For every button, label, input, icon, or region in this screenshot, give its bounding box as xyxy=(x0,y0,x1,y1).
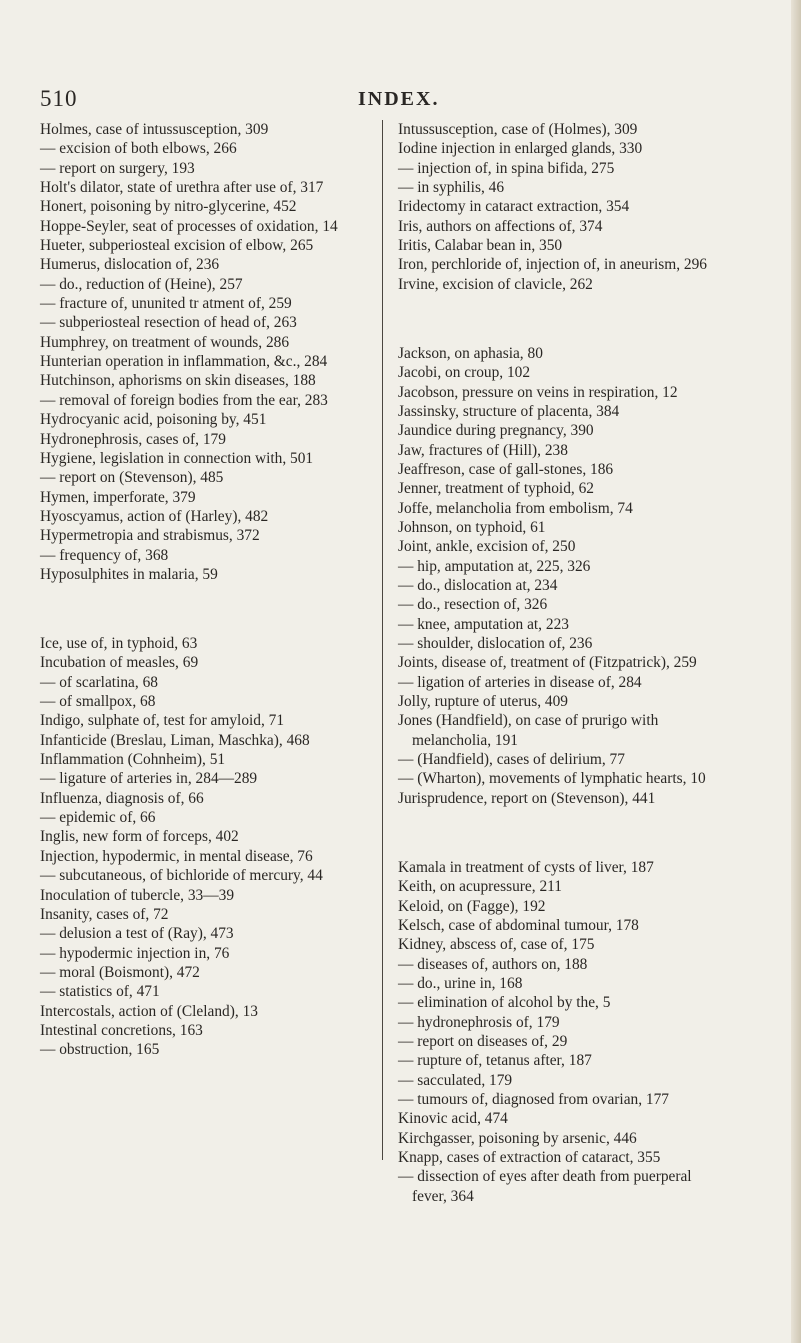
index-entry: Jaundice during pregnancy, 390 xyxy=(398,422,594,440)
index-entry: — epidemic of, 66 xyxy=(40,809,156,827)
index-entry: Indigo, sulphate of, test for amyloid, 71 xyxy=(40,712,285,730)
section-gap xyxy=(40,600,370,619)
index-column-right xyxy=(398,120,728,1206)
page-header xyxy=(40,86,740,114)
section-gap xyxy=(398,824,728,843)
index-entry: — report on (Stevenson), 485 xyxy=(40,469,224,487)
index-entry: Jacobi, on croup, 102 xyxy=(398,364,531,382)
index-entry: Intussusception, case of (Holmes), 309 xyxy=(398,121,638,138)
index-entry: Jacobson, pressure on veins in respiration, 12 xyxy=(398,383,678,401)
index-column-left xyxy=(40,120,370,1060)
index-entry: — do., urine in, 168 xyxy=(398,974,523,992)
index-entry: — injection of, in spina bifida, 275 xyxy=(398,159,615,177)
index-entry: — do., dislocation at, 234 xyxy=(398,577,558,594)
index-entry: Inflammation (Cohnheim), 51 xyxy=(40,751,226,769)
index-entry: Iritis, Calabar bean in, 350 xyxy=(398,237,563,255)
index-entry: Iris, authors on affections of, 374 xyxy=(398,217,603,235)
index-entry: Jassinsky, structure of placenta, 384 xyxy=(398,402,620,420)
index-entry: Infanticide (Breslau, Liman, Maschka), 468 xyxy=(40,731,310,749)
index-entry: Hutchinson, aphorisms on skin diseases, 188 xyxy=(40,372,316,390)
index-entry: Jurisprudence, report on (Stevenson), 441 xyxy=(398,789,656,807)
index-entry: Hyposulphites in malaria, 59 xyxy=(40,565,218,583)
index-entry: — ligature of arteries in, 284—289 xyxy=(40,770,258,788)
index-entry: Humphrey, on treatment of wounds, 286 xyxy=(40,333,290,351)
index-entry: Hunterian operation in inflammation, &c., 284 xyxy=(40,353,328,371)
index-entry: Intestinal concretions, 163 xyxy=(40,1021,203,1039)
index-entry: Joint, ankle, excision of, 250 xyxy=(398,538,576,556)
index-entry: Kinovic acid, 474 xyxy=(398,1110,508,1128)
index-entry: — removal of foreign bodies from the ear, 283 xyxy=(40,391,328,409)
index-entry: — (Wharton), movements of lymphatic hearts, 10 xyxy=(398,770,706,788)
index-entry: Jeaffreson, case of gall-stones, 186 xyxy=(398,460,614,478)
index-entry: Jaw, fractures of (Hill), 238 xyxy=(398,441,568,459)
index-entry: Incubation of measles, 69 xyxy=(40,654,199,672)
index-entry: Injection, hypodermic, in mental disease, 76 xyxy=(40,847,313,865)
index-entry: — in syphilis, 46 xyxy=(398,179,505,197)
index-entry: Inoculation of tubercle, 33—39 xyxy=(40,886,235,904)
index-entry: Kamala in treatment of cysts of liver, 187 xyxy=(398,858,654,876)
index-entry: Holmes, case of intussusception, 309 xyxy=(40,121,269,138)
index-entry: — hypodermic injection in, 76 xyxy=(40,944,230,962)
index-entry: Jenner, treatment of typhoid, 62 xyxy=(398,480,594,498)
index-entry: Keloid, on (Fagge), 192 xyxy=(398,897,546,915)
index-entry: — of scarlatina, 68 xyxy=(40,673,158,691)
index-entry: Hydrocyanic acid, poisoning by, 451 xyxy=(40,411,267,429)
index-entry: Hydronephrosis, cases of, 179 xyxy=(40,430,226,448)
index-entry: Iron, perchloride of, injection of, in aneurism, 296 xyxy=(398,256,708,274)
index-entry: Hyoscyamus, action of (Harley), 482 xyxy=(40,507,269,525)
index-entry: — ligation of arteries in disease of, 284 xyxy=(398,673,642,691)
index-entry: Jackson, on aphasia, 80 xyxy=(398,344,543,362)
index-entry: Hueter, subperiosteal excision of elbow, 265 xyxy=(40,237,314,255)
index-entry: — (Handfield), cases of delirium, 77 xyxy=(398,751,625,769)
index-entry: Iridectomy in cataract extraction, 354 xyxy=(398,198,630,216)
running-head: INDEX. xyxy=(358,88,440,110)
index-entry: — sacculated, 179 xyxy=(398,1071,513,1089)
index-entry: — tumours of, diagnosed from ovarian, 177 xyxy=(398,1091,669,1109)
index-entry: — knee, amputation at, 223 xyxy=(398,615,569,633)
index-entry: Kidney, abscess of, case of, 175 xyxy=(398,936,595,954)
index-entry: Humerus, dislocation of, 236 xyxy=(40,256,220,274)
index-entry: — report on diseases of, 29 xyxy=(398,1033,568,1050)
index-entry: — do., resection of, 326 xyxy=(398,596,548,614)
column-divider xyxy=(382,120,383,1160)
index-entry: Hypermetropia and strabismus, 372 xyxy=(40,527,260,545)
index-entry: Ice, use of, in typhoid, 63 xyxy=(40,635,198,653)
index-entry: — excision of both elbows, 266 xyxy=(40,140,237,158)
index-entry: Holt's dilator, state of urethra after use of, 317 xyxy=(40,179,324,197)
index-entry: Intercostals, action of (Cleland), 13 xyxy=(40,1002,258,1020)
page-number: 510 xyxy=(40,86,78,111)
section-gap xyxy=(398,309,728,328)
index-entry: — do., reduction of (Heine), 257 xyxy=(40,275,243,293)
index-entry: Hoppe-Seyler, seat of processes of oxidation, 14 xyxy=(40,217,338,235)
index-entry: Hymen, imperforate, 379 xyxy=(40,488,196,506)
index-entry: — hip, amputation at, 225, 326 xyxy=(398,557,591,575)
index-entry: Kirchgasser, poisoning by arsenic, 446 xyxy=(398,1129,637,1147)
index-entry: — of smallpox, 68 xyxy=(40,693,156,711)
index-entry: Insanity, cases of, 72 xyxy=(40,905,169,923)
index-entry: — delusion a test of (Ray), 473 xyxy=(40,925,234,943)
index-entry: Influenza, diagnosis of, 66 xyxy=(40,789,204,807)
index-entry: Joffe, melancholia from embolism, 74 xyxy=(398,499,633,517)
index-entry: — fracture of, ununited tr atment of, 259 xyxy=(40,295,292,313)
index-entry: Knapp, cases of extraction of cataract, 355 xyxy=(398,1149,661,1167)
index-entry: Inglis, new form of forceps, 402 xyxy=(40,828,239,846)
index-entry: — shoulder, dislocation of, 236 xyxy=(398,635,593,653)
index-entry: — subcutaneous, of bichloride of mercury, 44 xyxy=(40,867,323,885)
index-entry: — frequency of, 368 xyxy=(40,546,169,564)
index-entry: Jolly, rupture of uterus, 409 xyxy=(398,693,568,711)
index-entry: — subperiosteal resection of head of, 263 xyxy=(40,314,297,332)
index-entry: Joints, disease of, treatment of (Fitzpatrick), 259 xyxy=(398,654,697,672)
index-entry: — moral (Boismont), 472 xyxy=(40,963,200,981)
index-entry: — rupture of, tetanus after, 187 xyxy=(398,1052,592,1070)
index-entry: Keith, on acupressure, 211 xyxy=(398,878,562,896)
index-entry: — elimination of alcohol by the, 5 xyxy=(398,994,611,1012)
index-entry: — obstruction, 165 xyxy=(40,1041,160,1059)
index-entry: — dissection of eyes after death from puerperal fever, 364 xyxy=(398,1168,692,1205)
index-entry: Jones (Handfield), on case of prurigo with melancholia, 191 xyxy=(398,712,659,749)
index-entry: Iodine injection in enlarged glands, 330 xyxy=(398,140,643,158)
index-entry: Hygiene, legislation in connection with, 501 xyxy=(40,449,314,467)
index-entry: — hydronephrosis of, 179 xyxy=(398,1013,560,1031)
index-entry: Kelsch, case of abdominal tumour, 178 xyxy=(398,916,639,934)
index-entry: Irvine, excision of clavicle, 262 xyxy=(398,275,593,293)
index-entry: — statistics of, 471 xyxy=(40,983,160,1001)
index-entry: Honert, poisoning by nitro-glycerine, 452 xyxy=(40,198,297,216)
index-entry: — report on surgery, 193 xyxy=(40,159,195,177)
index-entry: — diseases of, authors on, 188 xyxy=(398,955,588,973)
index-entry: Johnson, on typhoid, 61 xyxy=(398,518,546,536)
page-edge xyxy=(791,0,801,1343)
